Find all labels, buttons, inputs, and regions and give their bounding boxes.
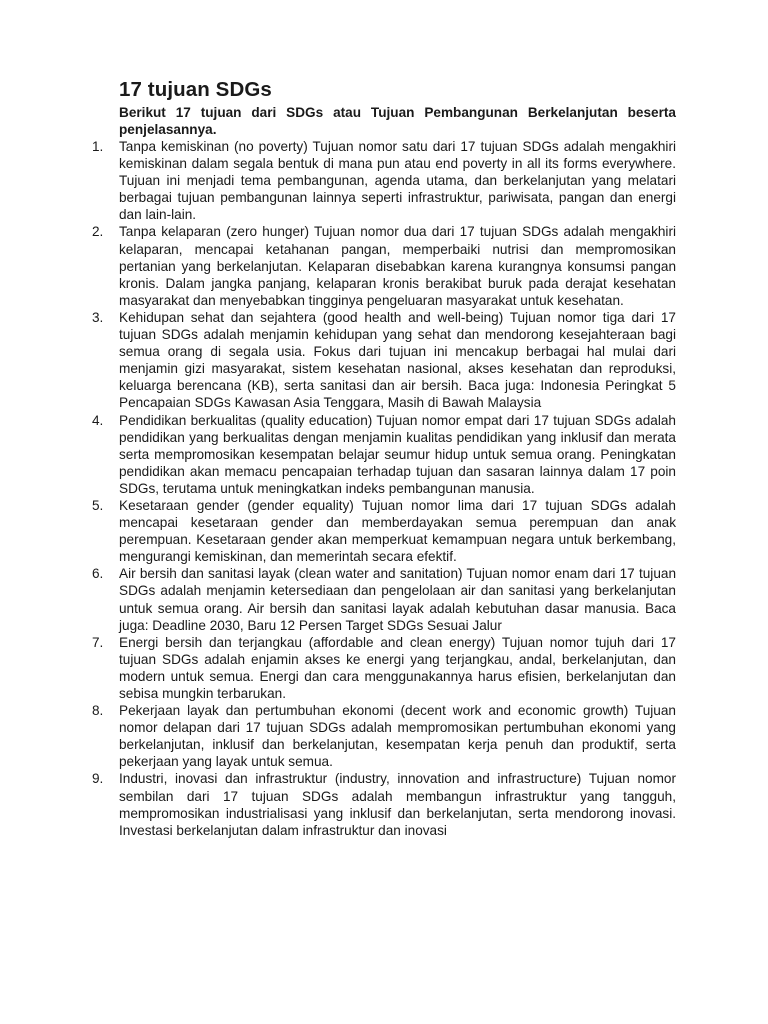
document-intro: Berikut 17 tujuan dari SDGs atau Tujuan Pembangunan Berkelanjutan beserta penjelasannya. xyxy=(119,105,676,137)
list-item xyxy=(92,702,676,770)
list-item-text: Tanpa kemiskinan (no poverty) Tujuan nomor satu dari 17 tujuan SDGs adalah mengakhiri kemiskinan dalam segala bentuk di mana pun atau end poverty in all its forms everywhere. Tujuan ini menjadi tema pembangunan, agenda utama, dan berkelanjutan yang melatari berbagai tujuan pembangunan lainnya seperti infrastruktur, pariwisata, pangan dan energi dan lain-lain. xyxy=(119,139,676,223)
list-item-number: 4. xyxy=(92,412,104,428)
list-item xyxy=(92,634,676,702)
list-item-text: Pendidikan berkualitas (quality education) Tujuan nomor empat dari 17 tujuan SDGs adalah pendidikan yang berkualitas dengan menjamin kualitas pendidikan yang inklusif dan merata serta mempromosikan kesempatan belajar seumur hidup untuk semua orang. Peningkatan pendidikan akan memacu pencapaian terhadap tujuan dan sasaran lainnya dalam 17 poin SDGs, terutama untuk meningkatkan indeks pembangunan manusia. xyxy=(119,412,676,496)
sdg-goal-list xyxy=(92,138,676,839)
list-item-number: 5. xyxy=(92,497,104,513)
list-item-number: 2. xyxy=(92,224,104,240)
list-item xyxy=(92,138,676,223)
list-item-text: Air bersih dan sanitasi layak (clean water and sanitation) Tujuan nomor enam dari 17 tujuan SDGs adalah menjamin ketersediaan dan pengelolaan air dan sanitasi yang berkelanjutan untuk semua orang. Air bersih dan sanitasi layak adalah kebutuhan dasar manusia. Baca juga: Deadline 2030, Baru 12 Persen Target SDGs Sesuai Jalur xyxy=(119,566,676,633)
list-item-number: 7. xyxy=(92,634,104,650)
list-item xyxy=(92,223,676,308)
list-item-number: 8. xyxy=(92,703,104,719)
document-title: 17 tujuan SDGs xyxy=(119,78,272,101)
list-item xyxy=(92,309,676,412)
list-item-text: Kesetaraan gender (gender equality) Tujuan nomor lima dari 17 tujuan SDGs adalah mencapai kesetaraan gender dan memberdayakan semua perempuan dan anak perempuan. Kesetaraan gender akan memperkuat kemampuan negara untuk berkembang, mengurangi kemiskinan, dan memerintah secara efektif. xyxy=(119,497,676,565)
list-item xyxy=(92,412,676,497)
list-item-text: Kehidupan sehat dan sejahtera (good health and well-being) Tujuan nomor tiga dari 17 tujuan SDGs adalah menjamin kehidupan yang sehat dan mendorong kesejahteraan bagi semua orang di segala usia. Fokus dari tujuan ini mencakup berbagai hal mulai dari menjamin gizi masyarakat, sistem kesehatan nasional, akses kesehatan dan reproduksi, keluarga berencana (KB), serta sanitasi dan air bersih. Baca juga: Indonesia Peringkat 5 Pencapaian SDGs Kawasan Asia Tenggara, Masih di Bawah Malaysia xyxy=(119,309,676,411)
list-item-number: 6. xyxy=(92,566,104,582)
list-item-text: Industri, inovasi dan infrastruktur (industry, innovation and infrastructure) Tujuan nomor sembilan dari 17 tujuan SDGs adalah membangun infrastruktur yang tangguh, mempromosikan industrialisasi yang inklusif dan berkelanjutan, serta mendorong inovasi. Investasi berkelanjutan dalam infrastruktur dan inovasi xyxy=(119,771,676,838)
list-item-number: 9. xyxy=(92,771,104,787)
list-item-text: Energi bersih dan terjangkau (affordable and clean energy) Tujuan nomor tujuh dari 17 tujuan SDGs adalah enjamin akses ke energi yang terjangkau, andal, berkelanjutan, dan modern untuk semua. Energi dan cara menggunakannya harus efisien, berkelanjutan dan sebisa mungkin terbarukan. xyxy=(119,634,676,701)
list-item xyxy=(92,770,676,838)
list-item xyxy=(92,565,676,633)
list-item-text: Tanpa kelaparan (zero hunger) Tujuan nomor dua dari 17 tujuan SDGs adalah mengakhiri kelaparan, mencapai ketahanan pangan, memperbaiki nutrisi dan mempromosikan pertanian yang berkelanjutan. Kelaparan disebabkan karena kurangnya konsumsi pangan kronis. Dalam jangka panjang, kelaparan kronis berakibat buruk pada derajat kesehatan masyarakat dan menyebabkan tingginya pengeluaran masyarakat untuk kesehatan. xyxy=(119,224,676,308)
list-item-number: 1. xyxy=(92,139,104,154)
list-item xyxy=(92,497,676,565)
document-page xyxy=(92,76,676,839)
list-item-text: Pekerjaan layak dan pertumbuhan ekonomi (decent work and economic growth) Tujuan nomor delapan dari 17 tujuan SDGs adalah mempromosikan pertumbuhan ekonomi yang berkelanjutan, inklusif dan berkelanjutan, kesempatan kerja penuh dan produktif, serta pekerjaan yang layak untuk semua. xyxy=(119,703,676,770)
list-item-number: 3. xyxy=(92,309,104,325)
